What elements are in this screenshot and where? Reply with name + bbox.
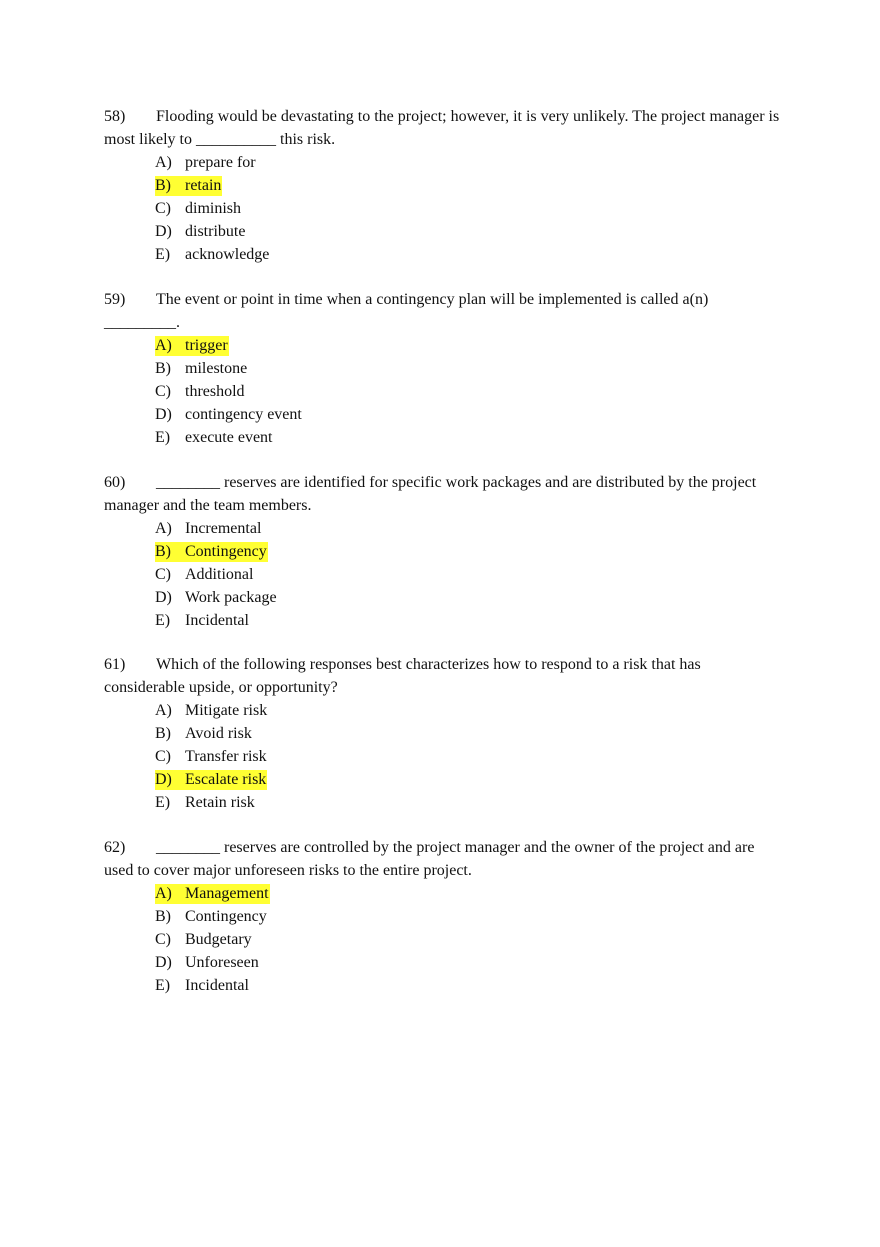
question-number: 60) xyxy=(104,474,126,491)
answer-option-a: A) prepare for xyxy=(155,154,256,171)
correct-answer-highlight: A) trigger xyxy=(155,337,228,354)
correct-answer-highlight: B) Contingency xyxy=(155,543,267,560)
question-number: 62) xyxy=(104,839,126,856)
answer-option-b: B) Contingency xyxy=(155,908,267,925)
answer-option-d: D) Work package xyxy=(155,589,277,606)
answer-options xyxy=(104,699,784,814)
question-59 xyxy=(104,288,784,449)
answer-option-d: D) Unforeseen xyxy=(155,954,259,971)
question-text: Which of the following responses best characterizes how to respond to a risk that has considerable upside, or opportunity? xyxy=(104,656,701,696)
answer-option-b xyxy=(155,174,784,197)
correct-answer-highlight: D) Escalate risk xyxy=(155,771,267,788)
answer-option-a: A) Incremental xyxy=(155,520,262,537)
question-stem xyxy=(104,288,784,334)
answer-option-c: C) Transfer risk xyxy=(155,748,267,765)
question-stem xyxy=(104,471,784,517)
answer-option-e: E) Retain risk xyxy=(155,794,255,811)
answer-option-a xyxy=(155,334,784,357)
answer-option-a: A) Mitigate risk xyxy=(155,702,268,719)
answer-option-e: E) Incidental xyxy=(155,977,249,994)
question-text: ________ reserves are controlled by the project manager and the owner of the project and are used to cover major unforeseen risks to the entire project. xyxy=(104,839,755,879)
answer-options xyxy=(104,334,784,449)
question-61 xyxy=(104,653,784,814)
question-62 xyxy=(104,836,784,997)
answer-option-e: E) Incidental xyxy=(155,612,249,629)
question-number: 59) xyxy=(104,291,126,308)
answer-option-c: C) Budgetary xyxy=(155,931,252,948)
correct-answer-highlight: A) Management xyxy=(155,885,269,902)
answer-option-b: B) milestone xyxy=(155,360,248,377)
answer-option-a xyxy=(155,882,784,905)
answer-option-e: E) execute event xyxy=(155,429,273,446)
answer-option-c: C) Additional xyxy=(155,566,254,583)
answer-option-c: C) diminish xyxy=(155,200,242,217)
question-text: ________ reserves are identified for specific work packages and are distributed by the project manager and the team members. xyxy=(104,474,757,514)
answer-option-c: C) threshold xyxy=(155,383,245,400)
question-58 xyxy=(104,105,784,266)
question-stem xyxy=(104,836,784,882)
correct-answer-highlight: B) retain xyxy=(155,177,222,194)
answer-option-e: E) acknowledge xyxy=(155,246,270,263)
question-60 xyxy=(104,471,784,632)
answer-options xyxy=(104,882,784,997)
answer-option-b: B) Avoid risk xyxy=(155,725,252,742)
answer-options xyxy=(104,517,784,632)
question-text: Flooding would be devastating to the project; however, it is very unlikely. The project manager is most likely to __________ this risk. xyxy=(104,108,780,148)
question-stem xyxy=(104,653,784,699)
question-number: 58) xyxy=(104,108,126,125)
answer-options xyxy=(104,151,784,266)
answer-option-d xyxy=(155,768,784,791)
answer-option-d: D) distribute xyxy=(155,223,246,240)
answer-option-d: D) contingency event xyxy=(155,406,302,423)
question-number: 61) xyxy=(104,656,126,673)
question-stem xyxy=(104,105,784,151)
question-text: The event or point in time when a contingency plan will be implemented is called a(n) _________. xyxy=(104,291,709,331)
answer-option-b xyxy=(155,540,784,563)
